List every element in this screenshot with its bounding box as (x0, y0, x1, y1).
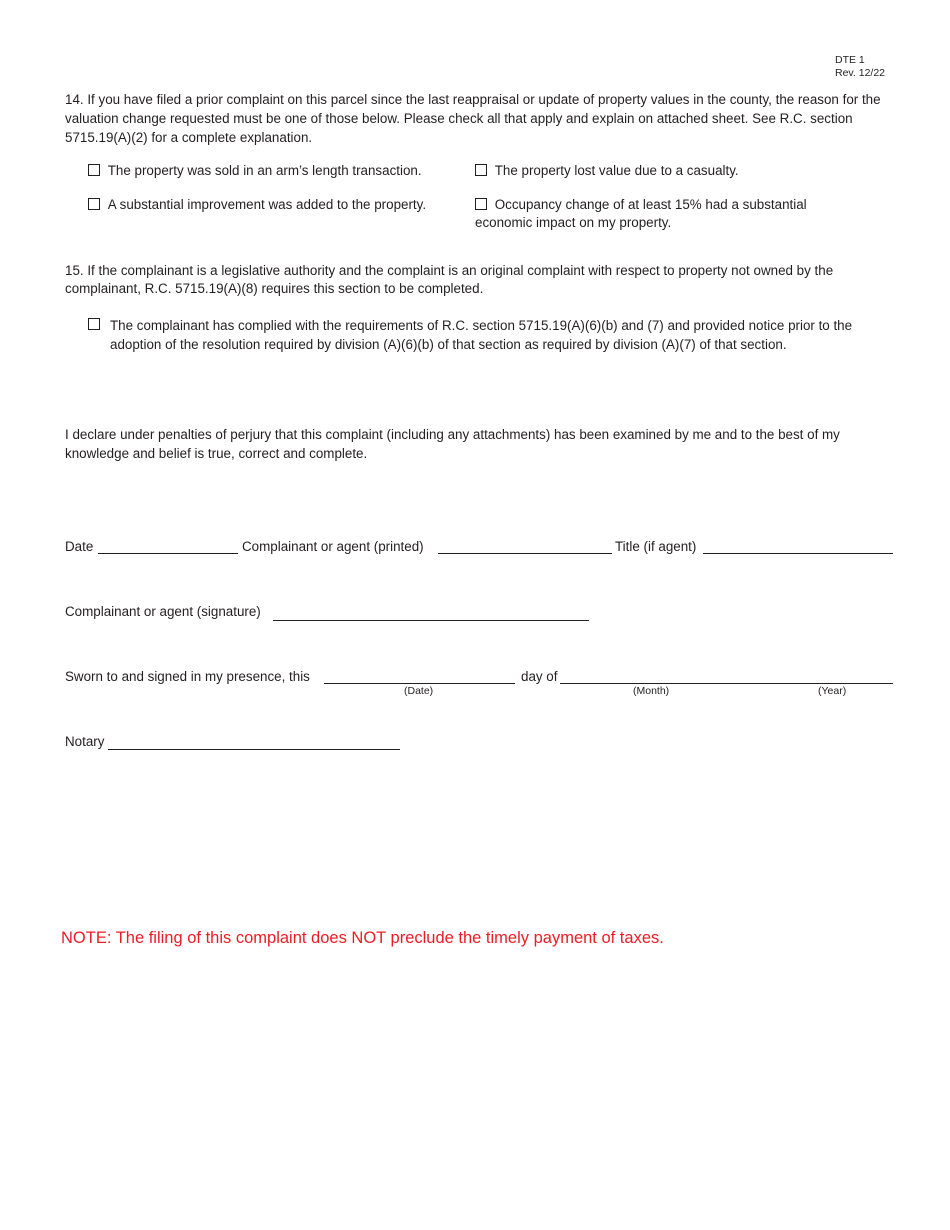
checkbox-occupancy-change[interactable] (475, 198, 487, 210)
year-caption: (Year) (818, 685, 847, 697)
tax-payment-note: NOTE: The filing of this complaint does NOT preclude the timely payment of taxes. (61, 929, 664, 947)
section-15-text: 15. If the complainant is a legislative authority and the complaint is an original complaint with respect to property not owned by the complainant, R.C. 5715.19(A)(8) requires this section to be completed. (65, 263, 834, 296)
notary-label: Notary (65, 734, 105, 749)
date-caption: (Date) (404, 685, 434, 697)
option-label: The property lost value due to a casualty. (494, 163, 739, 178)
option-sold-arms-length[interactable] (88, 162, 458, 180)
option-label: A substantial improvement was added to the property. (107, 197, 427, 212)
signature-label: Complainant or agent (signature) (65, 604, 261, 619)
option-substantial-improvement[interactable] (88, 196, 468, 214)
month-caption: (Month) (633, 685, 670, 697)
perjury-declaration: I declare under penalties of perjury that this complaint (including any attachments) has been examined by me and to the best of my knowledge and belief is true, correct and complete. (65, 427, 840, 461)
checkbox-legislative-compliance[interactable] (88, 318, 100, 330)
checkbox-casualty[interactable] (475, 164, 487, 176)
date-field[interactable] (98, 553, 238, 554)
month-year-field[interactable] (560, 683, 893, 684)
option-label: Occupancy change of at least 15% had a substantial economic impact on my property. (475, 197, 807, 230)
section-14-text: 14. If you have filed a prior complaint on this parcel since the last reappraisal or update of property values in the county, the reason for the valuation change requested must be one of those below. Please check all that apply and explain on attached sheet. See R.C. section 5715.19(A)(2) for a complete explanation. (65, 92, 881, 145)
form-id-block (835, 54, 885, 80)
checkbox-substantial-improvement[interactable] (88, 198, 100, 210)
notary-field[interactable] (108, 749, 400, 750)
complainant-printed-label: Complainant or agent (printed) (242, 539, 424, 554)
day-of-label: day of (521, 669, 558, 684)
option-label: The property was sold in an arm’s length transaction. (107, 163, 422, 178)
form-revision: Rev. 12/22 (835, 67, 886, 79)
date-label: Date (65, 539, 94, 554)
form-number: DTE 1 (835, 54, 865, 66)
option-legislative-compliance[interactable] (88, 316, 893, 354)
complainant-printed-field[interactable] (438, 553, 612, 554)
sworn-date-field[interactable] (324, 683, 515, 684)
title-label: Title (if agent) (615, 539, 697, 554)
option-casualty[interactable] (475, 162, 875, 180)
sworn-label: Sworn to and signed in my presence, this (65, 669, 310, 684)
title-field[interactable] (703, 553, 893, 554)
option-label: The complainant has complied with the requirements of R.C. section 5715.19(A)(6)(b) and (7) and provided notice prior to the adoption of the resolution required by division (A)(6)(b) of that section as required by division (A)(7) of that section. (110, 318, 853, 352)
option-occupancy-change[interactable] (475, 196, 845, 231)
signature-field[interactable] (273, 620, 589, 621)
checkbox-sold-arms-length[interactable] (88, 164, 100, 176)
